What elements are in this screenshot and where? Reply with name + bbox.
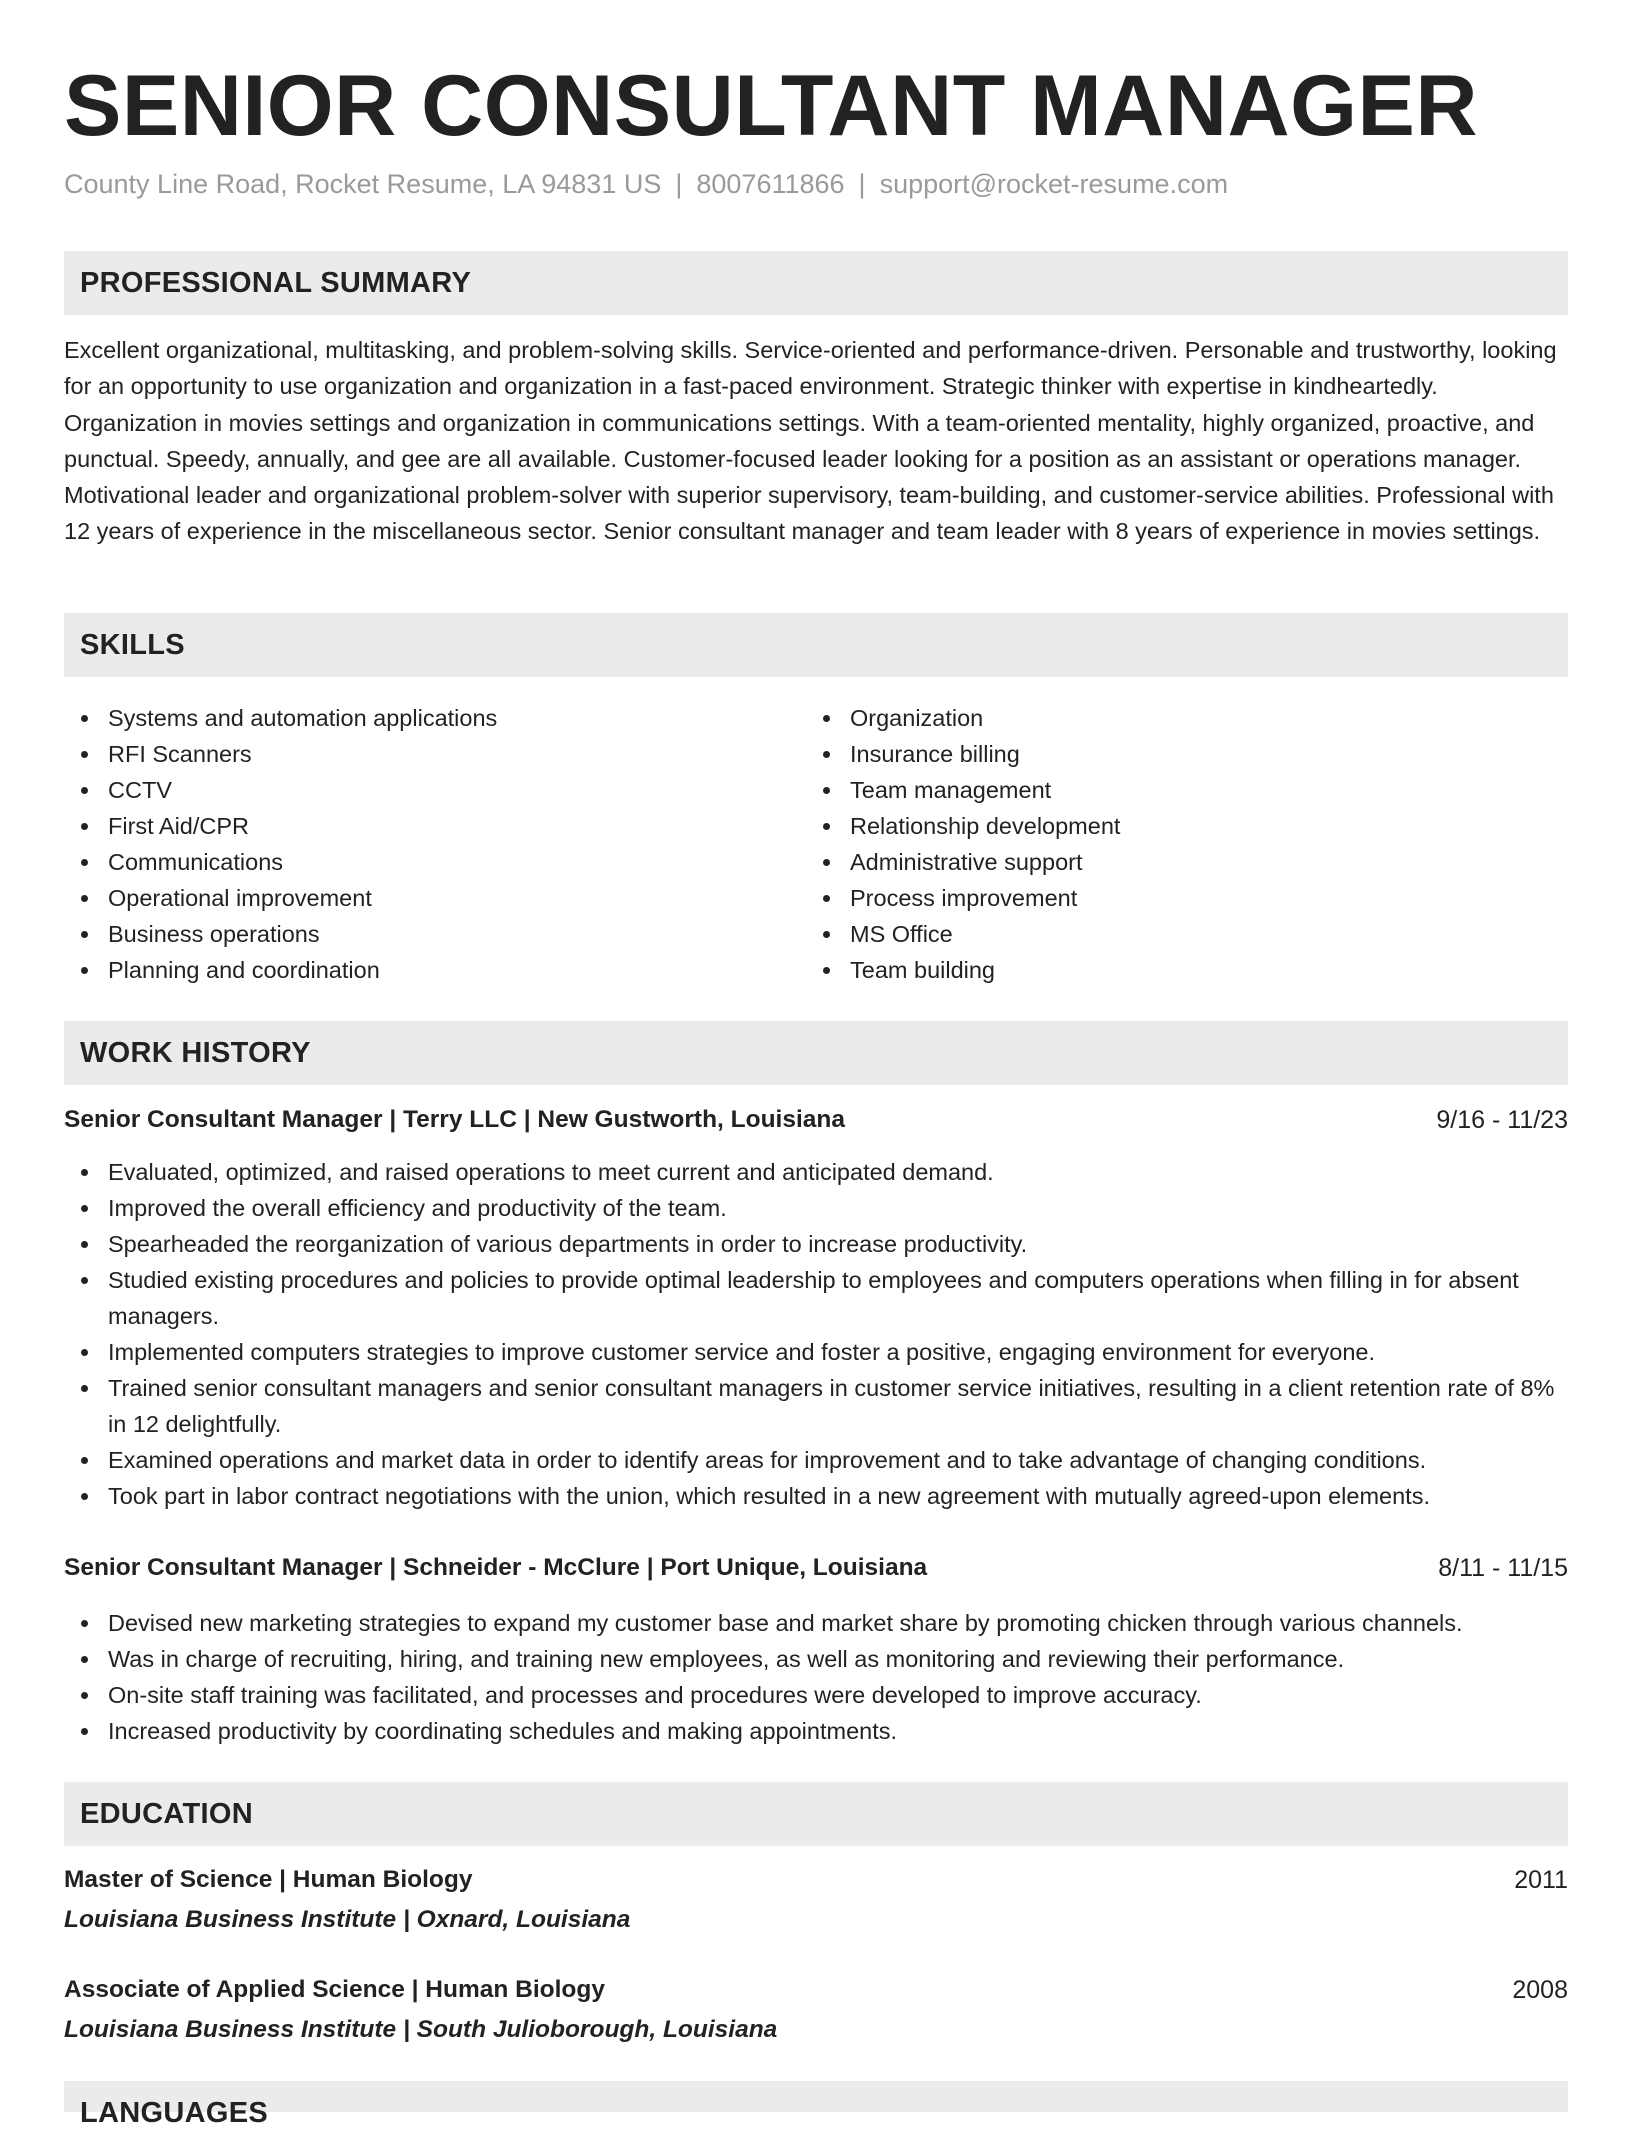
section-title-summary: PROFESSIONAL SUMMARY bbox=[80, 267, 472, 299]
summary-text: Excellent organizational, multitasking, and problem-solving skills. Service-oriented and performance-driven. Personable and trustworthy, looking for an opportunity to use organization and organization in a fast-paced environment. Strategic thinker with expertise in kindheartedly. Organization in movies settings and organization in communications settings. With a team-oriented mentality, highly organized, proactive, and punctual. Speedy, annually, and gee are all available. Customer-focused leader looking for a position as an assistant or operations manager. Motivational leader and organizational problem-solver with superior supervisory, team-building, and customer-service abilities. Professional with 12 years of experience in the miscellaneous sector. Senior consultant manager and team leader with 8 years of experience in movies settings. bbox=[64, 337, 1557, 545]
section-title-languages: LANGUAGES bbox=[80, 2097, 268, 2129]
degree-year: 2008 bbox=[1512, 1976, 1568, 2004]
job-bullet: Examined operations and market data in order to identify areas for improvement and to take advantage of changing conditions. bbox=[64, 1442, 1568, 1478]
skill-item: MS Office bbox=[806, 916, 1506, 952]
job-title: Senior Consultant Manager | Schneider - McClure | Port Unique, Louisiana bbox=[64, 1554, 928, 1581]
candidate-title: SENIOR CONSULTANT MANAGER bbox=[64, 58, 1478, 154]
school-name: Louisiana Business Institute | South Julioborough, Louisiana bbox=[64, 2016, 778, 2043]
section-header-skills bbox=[64, 613, 1568, 677]
school-name: Louisiana Business Institute | Oxnard, Louisiana bbox=[64, 1906, 631, 1933]
section-title-education: EDUCATION bbox=[80, 1798, 253, 1830]
section-header-summary bbox=[64, 251, 1568, 315]
job-bullets bbox=[64, 1605, 1568, 1749]
skill-item: Systems and automation applications bbox=[64, 700, 764, 736]
degree-title: Associate of Applied Science | Human Biology bbox=[64, 1976, 605, 2003]
contact-email[interactable]: support@rocket-resume.com bbox=[879, 169, 1229, 199]
job-bullet: Studied existing procedures and policies to provide optimal leadership to employees and computers operations when filling in for absent managers. bbox=[64, 1262, 1568, 1334]
contact-separator: | bbox=[858, 169, 866, 199]
job-bullet: On-site staff training was facilitated, and processes and procedures were developed to improve accuracy. bbox=[64, 1677, 1568, 1713]
job-bullet: Improved the overall efficiency and productivity of the team. bbox=[64, 1190, 1568, 1226]
skills-list-right bbox=[806, 700, 1506, 988]
skill-item: Business operations bbox=[64, 916, 764, 952]
job-bullet: Spearheaded the reorganization of various departments in order to increase productivity. bbox=[64, 1226, 1568, 1262]
section-title-skills: SKILLS bbox=[80, 629, 185, 661]
degree-year: 2011 bbox=[1514, 1866, 1568, 1894]
contact-line bbox=[64, 166, 1228, 202]
contact-address: County Line Road, Rocket Resume, LA 94831 US bbox=[64, 169, 662, 199]
job-bullet: Trained senior consultant managers and senior consultant managers in customer service initiatives, resulting in a client retention rate of 8% in 12 delightfully. bbox=[64, 1370, 1568, 1442]
skill-item: Planning and coordination bbox=[64, 952, 764, 988]
section-header-work bbox=[64, 1021, 1568, 1085]
job-bullet: Implemented computers strategies to improve customer service and foster a positive, engaging environment for everyone. bbox=[64, 1334, 1568, 1370]
job-bullet: Devised new marketing strategies to expand my customer base and market share by promoting chicken through various channels. bbox=[64, 1605, 1568, 1641]
skills-list-left bbox=[64, 700, 764, 988]
job-title: Senior Consultant Manager | Terry LLC | New Gustworth, Louisiana bbox=[64, 1106, 846, 1133]
job-dates: 8/11 - 11/15 bbox=[1438, 1554, 1568, 1582]
job-bullet: Evaluated, optimized, and raised operations to meet current and anticipated demand. bbox=[64, 1154, 1568, 1190]
skill-item: Organization bbox=[806, 700, 1506, 736]
contact-separator: | bbox=[675, 169, 683, 199]
skill-item: Team building bbox=[806, 952, 1506, 988]
skill-item: Operational improvement bbox=[64, 880, 764, 916]
skill-item: Insurance billing bbox=[806, 736, 1506, 772]
section-title-work: WORK HISTORY bbox=[80, 1037, 311, 1069]
skill-item: Team management bbox=[806, 772, 1506, 808]
skill-item: Process improvement bbox=[806, 880, 1506, 916]
section-header-languages bbox=[64, 2081, 1568, 2129]
job-bullet: Increased productivity by coordinating schedules and making appointments. bbox=[64, 1713, 1568, 1749]
job-dates: 9/16 - 11/23 bbox=[1436, 1106, 1568, 1134]
skill-item: RFI Scanners bbox=[64, 736, 764, 772]
section-header-education bbox=[64, 1782, 1568, 1846]
skill-item: CCTV bbox=[64, 772, 764, 808]
job-bullet: Took part in labor contract negotiations with the union, which resulted in a new agreement with mutually agreed-upon elements. bbox=[64, 1478, 1568, 1514]
skill-item: Relationship development bbox=[806, 808, 1506, 844]
skill-item: Communications bbox=[64, 844, 764, 880]
skill-item: Administrative support bbox=[806, 844, 1506, 880]
job-bullets bbox=[64, 1154, 1568, 1514]
contact-phone: 8007611866 bbox=[696, 169, 845, 199]
degree-title: Master of Science | Human Biology bbox=[64, 1866, 473, 1893]
job-bullet: Was in charge of recruiting, hiring, and training new employees, as well as monitoring and reviewing their performance. bbox=[64, 1641, 1568, 1677]
skill-item: First Aid/CPR bbox=[64, 808, 764, 844]
